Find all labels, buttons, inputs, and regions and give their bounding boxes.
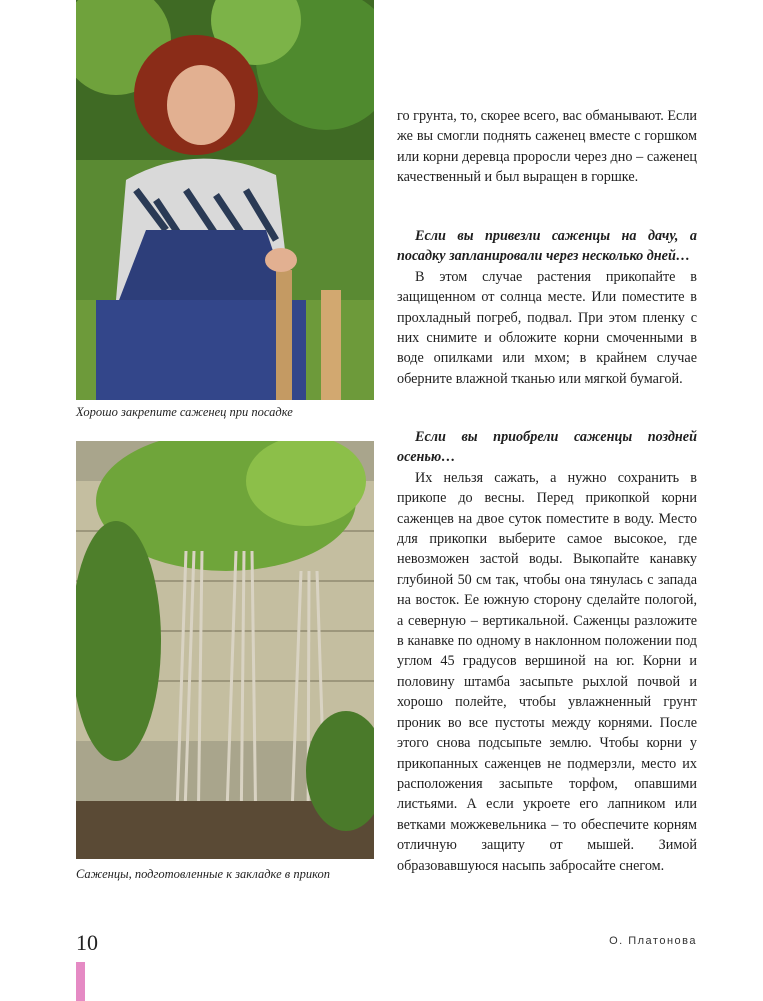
paragraph-keep-until-spring: Их нельзя сажать, а нужно сохранить в прикопе до весны. Перед прикопкой корни саженцев на двое суток поместите в воду. Место для прикопки выберите самое высокое, где невозможен застой воды. Выкопайте канавку глубиной 50 см так, чтобы она тянулась с запада на восток. Ее южную сторону сделайте пологой, а северную – вертикальной. Саженцы разложите в канавке по одному в наклонном положении под углом 45 градусов вершиной на юг. Корни и половину штамба засыпьте рыхлой почвой и хорошо полейте, чтобы увлажненный грунт проник во все пустоты между корнями. После этого снова подсыпьте землю. Чтобы корни у прикопанных саженцев не подмерзли, место их расположения засыпьте торфом, опавшими листьями. А если укроете его лапником или ветками можжевельника – то обеспечите корням отличную защиту от мышей. Зимой образовавшуюся насыпь забросайте снегом. [397,469,697,874]
text-block-1 [397,106,697,188]
paragraph-continuation: го грунта, то, скорее всего, вас обманывают. Если же вы смогли поднять саженец вместе с горшком или корни деревца проросли через дно – саженец качественный и был выращен в горшке. [397,108,697,186]
photo-seedlings-illustration [76,441,374,859]
text-block-3 [397,427,697,876]
pink-page-tab [76,962,85,1001]
paragraph-heel-in-shade: В этом случае растения прикопайте в защищенном от солнца месте. Или поместите в прохладный погреб, подвал. При этом пленку с них снимите и обложите корни смоченными в воде опилками или мхом; в крайнем случае оберните влажной тканью или мягкой бумагой. [397,268,697,387]
text-block-2 [397,226,697,389]
photo-woman-with-seedling [76,0,374,400]
photo-seedlings-bundles [76,441,374,859]
running-head-author: О. Платонова [609,935,697,947]
subheading-late-autumn: Если вы приобрели саженцы поздней осенью… [397,429,697,466]
subheading-seedlings-to-dacha: Если вы привезли саженцы на дачу, а посадку запланировали через несколько дней… [397,228,697,265]
photo1-caption: Хорошо закрепите саженец при посадке [76,405,293,419]
page-number: 10 [76,930,98,955]
photo-woman-illustration [76,0,374,400]
photo2-caption: Саженцы, подготовленные к закладке в прикоп [76,867,330,881]
